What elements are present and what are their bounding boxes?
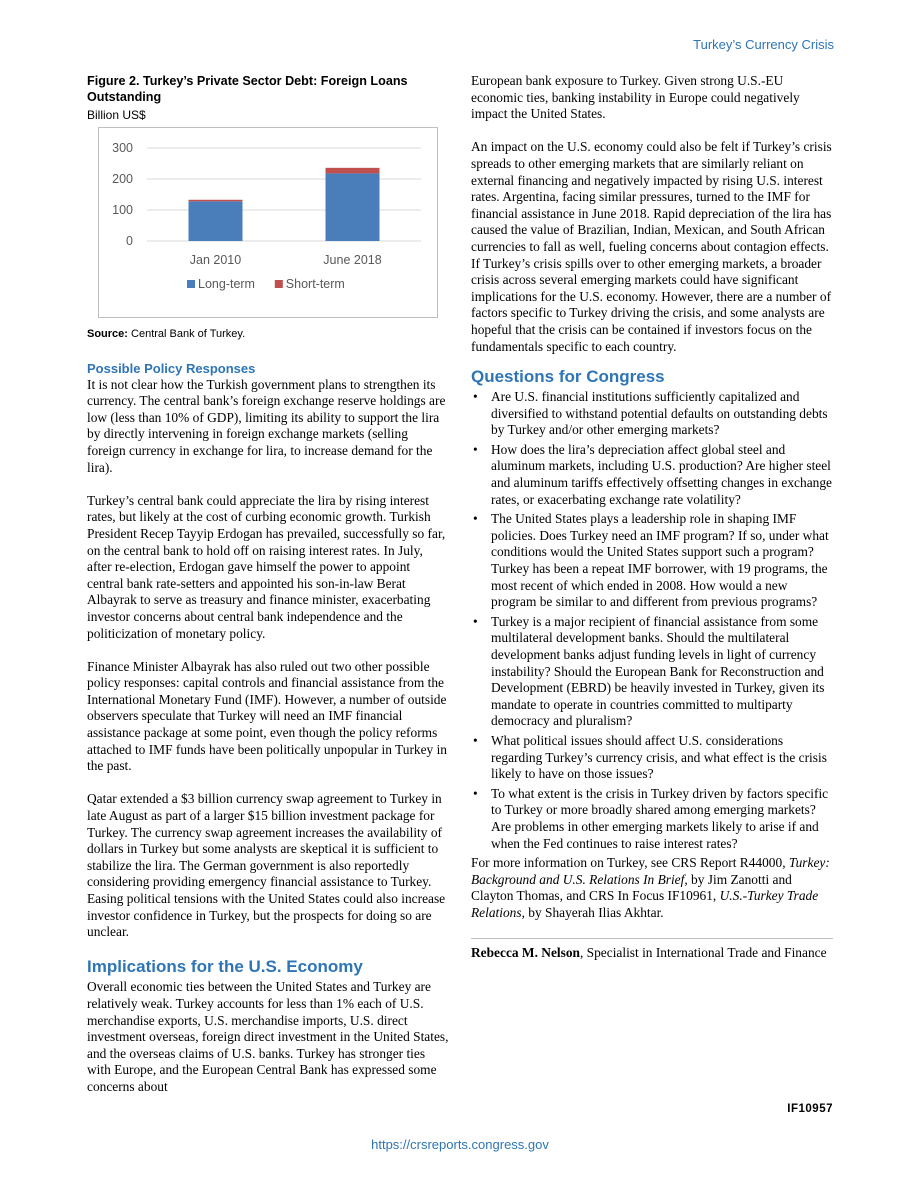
author-divider: [471, 938, 833, 939]
x-tick-label: Jan 2010: [189, 253, 242, 267]
legend-label: Short-term: [285, 277, 345, 291]
figure-title: Figure 2. Turkey’s Private Sector Debt: Foreign Loans Outstanding: [87, 74, 408, 104]
source-label: Source:: [87, 328, 128, 340]
list-item: [471, 389, 833, 439]
policy-paragraph-1: It is not clear how the Turkish government plans to strengthen its currency. The central bank’s foreign exchange reserve holdings are low (less than 10% of GDP), limiting its ability to support the lira by directly intervening in foreign exchange markets (selling foreign currency in exchange for lira, to increase demand for the lira).: [87, 376, 446, 475]
question-text: To what extent is the crisis in Turkey driven by factors specific to Turkey or more broadly shared among emerging markets? Are problems in other emerging markets likely to arise if and when the Fed continues to raise interest rates?: [491, 785, 829, 851]
chart-canvas: [99, 128, 437, 317]
bullet-icon: •: [473, 613, 478, 629]
question-text: The United States plays a leadership role in shaping IMF policies. Does Turkey need an IMF program? If so, under what conditions would the United States support such a program? Turkey has been a repeat IMF borrower, with 19 programs, the most recent of which ended in 2008. How would a new program be similar to and different from previous programs?: [491, 511, 829, 610]
y-tick-label: 0: [126, 234, 133, 248]
policy-paragraph-3: Finance Minister Albayrak has also ruled out two other possible policy responses: capital controls and financial assistance from the International Monetary Fund (IMF). However, a number of outside observers speculate that Turkey will need an IMF financial assistance package at some point, even though the policy reforms attached to IMF funds have been politically unpopular in Turkey in the past.: [87, 658, 447, 774]
list-item: [471, 786, 833, 852]
legend-label: Long-term: [198, 277, 255, 291]
list-item: [471, 614, 833, 730]
more-info-text-2: , by Jim Zanotti and Clayton Thomas, and CRS In Focus IF10961,: [471, 871, 792, 904]
bullet-icon: •: [473, 785, 478, 801]
author-line: [471, 945, 833, 962]
question-text: Turkey is a major recipient of financial assistance from some multilateral development banks. Should the multilateral development banks adjust funding levels in light of currency instability? Should the European Bank for Reconstruction and Development (EBRD) be heavily invested in Turkey, given its mandate to operate in countries committed to multiparty democracy and pluralism?: [491, 613, 825, 729]
more-info-text-1: For more information on Turkey, see CRS Report R44000,: [471, 855, 789, 871]
policy-paragraph-4: Qatar extended a $3 billion currency swap agreement to Turkey in late August as part of a larger $15 billion investment package for Turkey. The currency swap agreement increases the availability of dollars in Turkey but some analysts are skeptical it is sufficient to stabilize the lira. The German government is also reportedly considering providing emergency financial assistance to Turkey. Easing political tensions with the United States could also increase investor confidence in Turkey, but the prospects for doing so are unclear.: [87, 791, 446, 940]
legend-swatch: [187, 280, 195, 288]
bullet-icon: •: [473, 732, 478, 748]
author-name: Rebecca M. Nelson: [471, 944, 580, 960]
author-role: , Specialist in International Trade and Finance: [579, 944, 827, 960]
question-text: What political issues should affect U.S. considerations regarding Turkey’s currency crisis, and what effect is the crisis likely to have on those issues?: [491, 732, 827, 782]
y-tick-label: 200: [112, 172, 133, 186]
x-tick-label: June 2018: [323, 253, 382, 267]
bullet-icon: •: [473, 441, 478, 457]
report-title-link[interactable]: Turkey: Background and U.S. Relations In Brief: [471, 855, 830, 887]
question-text: Are U.S. financial institutions sufficiently capitalized and diversified to withstand potential defaults on outstanding debts by Turkey and/or other emerging markets?: [491, 389, 828, 438]
bar-short-term: [189, 200, 243, 202]
report-identifier: IF10957: [787, 1103, 833, 1115]
right-column: [471, 73, 833, 961]
y-tick-label: 300: [112, 141, 133, 155]
question-text: How does the lira’s depreciation affect global steel and aluminum markets, including U.S. production? Are higher steel and aluminum tariffs effectively offsetting changes in exchange rates, or exacerbating exchange rate volatility?: [491, 441, 832, 507]
list-item: [471, 733, 833, 783]
legend-swatch: [275, 280, 283, 288]
left-column: [87, 73, 449, 1096]
list-item: [471, 511, 833, 611]
debt-chart: [98, 127, 438, 318]
figure-unit: Billion US$: [87, 108, 146, 122]
continued-paragraph: European bank exposure to Turkey. Given strong U.S.-EU economic ties, banking instability in Europe could negatively impact the United States.: [471, 73, 800, 122]
implications-paragraph: Overall economic ties between the United States and Turkey are relatively weak. Turkey accounts for less than 1% each of U.S. merchandise exports, U.S. merchandise imports, U.S. direct investment overseas, foreign direct investment in the United States, and the overseas claims of U.S. banks. Turkey has stronger ties with Europe, and the European Central Bank has expressed some concerns about: [87, 979, 449, 1094]
questions-list: [471, 389, 833, 852]
figure-source: [87, 326, 449, 343]
bullet-icon: •: [473, 389, 478, 405]
running-header: Turkey’s Currency Crisis: [693, 37, 834, 52]
y-tick-label: 100: [112, 203, 133, 217]
policy-paragraph-2: Turkey’s central bank could appreciate the lira by rising interest rates, but likely at the cost of curbing economic growth. Turkish President Recep Tayyip Erdogan has prevailed, successfully so far, on the central bank to hold off on raising interest rates. In July, after re-election, Erdogan gave himself the power to appoint central bank rate-setters and appointed his son-in-law Berat Albayrak to serve as treasury and finance minister, exacerbating investor concerns about central bank independence and the politicization of monetary policy.: [87, 492, 446, 641]
bar-long-term: [326, 173, 380, 241]
footer-url[interactable]: https://crsreports.congress.gov: [371, 1137, 549, 1152]
questions-heading: Questions for Congress: [471, 367, 665, 387]
bar-long-term: [189, 201, 243, 241]
list-item: [471, 442, 833, 508]
bar-short-term: [326, 168, 380, 174]
more-info-text-3: , by Shayerah Ilias Akhtar.: [521, 904, 664, 920]
infocus-title-link[interactable]: U.S.-Turkey Trade Relations: [471, 888, 819, 920]
implications-heading: Implications for the U.S. Economy: [87, 957, 363, 977]
source-text: Central Bank of Turkey.: [131, 328, 246, 340]
more-info-paragraph: [471, 855, 833, 921]
policy-heading: Possible Policy Responses: [87, 360, 256, 376]
impact-paragraph: An impact on the U.S. economy could also be felt if Turkey’s crisis spreads to other emerging markets that are similarly reliant on external financing and negatively impacted by rising U.S. interest rates. Argentina, facing similar pressures, turned to the IMF for financial assistance in June 2018. Rapid depreciation of the lira has caused the value of Brazilian, Indian, Mexican, and South African currencies to fall as well, fueling concerns about contagion effects. If Turkey’s crisis spills over to other emerging markets, a broader crisis across several emerging markets could have significant implications for the U.S. economy. However, there are a number of factors specific to Turkey driving the crisis, and some analysts are hopeful that the crisis can be contained if investors focus on the fundamentals specific to each country.: [471, 139, 832, 354]
bullet-icon: •: [473, 511, 478, 527]
